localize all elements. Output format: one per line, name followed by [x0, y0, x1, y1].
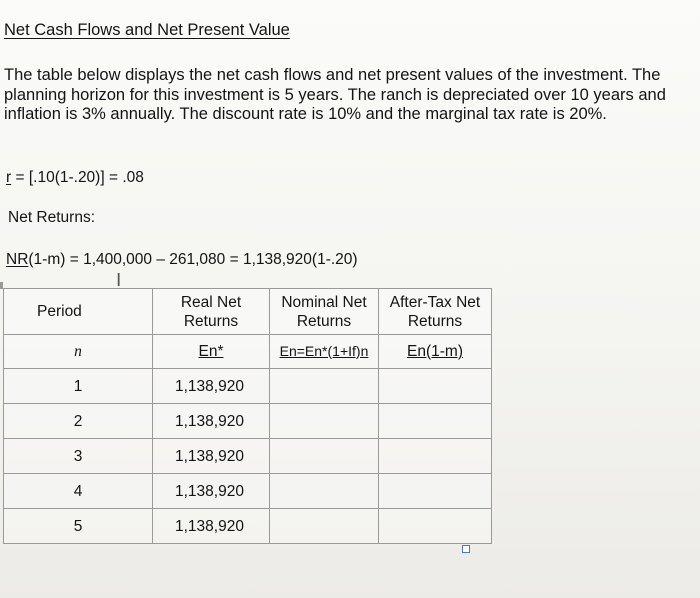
- nominal-returns-cell[interactable]: [270, 474, 379, 509]
- real-returns-cell[interactable]: 1,138,920: [153, 474, 270, 509]
- header-after-tax-net-returns-text: After-Tax Net Returns: [389, 293, 481, 330]
- table-row: [4, 369, 492, 404]
- nominal-returns-cell[interactable]: [270, 369, 379, 404]
- real-returns-cell[interactable]: 1,138,920: [153, 509, 270, 544]
- nominal-returns-cell[interactable]: [270, 404, 379, 439]
- period-cell[interactable]: 3: [4, 439, 153, 474]
- after-tax-returns-cell[interactable]: [379, 404, 492, 439]
- real-returns-cell[interactable]: 1,138,920: [153, 404, 270, 439]
- real-returns-cell[interactable]: 1,138,920: [153, 439, 270, 474]
- table-header-row: [4, 289, 492, 335]
- nr-formula-text: (1-m) = 1,400,000 – 261,080 = 1,138,920(1-.20): [28, 251, 358, 268]
- text-cursor-icon: I: [116, 270, 122, 291]
- after-tax-returns-cell[interactable]: [379, 509, 492, 544]
- table-row: [4, 474, 492, 509]
- intro-paragraph: The table below displays the net cash flows and net present values of the investment. The planning horizon for this investment is 5 years. The ranch is depreciated over 10 years and inflation is 3% annually. The discount rate is 10% and the marginal tax rate is 20%.: [4, 66, 666, 123]
- header-real-net-returns-text: Real Net Returns: [180, 293, 242, 330]
- nr-symbol: NR: [6, 251, 29, 268]
- period-cell[interactable]: 4: [4, 474, 153, 509]
- symbol-real: En*: [153, 335, 270, 369]
- discount-rate-formula: [6, 169, 144, 187]
- header-nominal-net-returns: [270, 289, 379, 335]
- symbol-n: n: [4, 335, 153, 369]
- r-formula-text: = [.10(1-.20)] = .08: [11, 169, 144, 186]
- period-cell[interactable]: 2: [4, 404, 153, 439]
- after-tax-returns-cell[interactable]: [379, 474, 492, 509]
- period-cell[interactable]: 5: [4, 509, 153, 544]
- page-title: Net Cash Flows and Net Present Value: [4, 21, 290, 39]
- net-returns-label: Net Returns:: [8, 209, 96, 226]
- header-after-tax-net-returns: [379, 289, 492, 335]
- symbol-nominal: En=En*(1+If)n: [270, 335, 379, 369]
- header-period: Period: [4, 289, 153, 335]
- nominal-returns-cell[interactable]: [270, 509, 379, 544]
- header-nominal-net-returns-text: Nominal Net Returns: [281, 293, 367, 330]
- real-returns-cell[interactable]: 1,138,920: [153, 369, 270, 404]
- nominal-returns-cell[interactable]: [270, 439, 379, 474]
- header-real-net-returns: [153, 289, 270, 335]
- after-tax-returns-cell[interactable]: [379, 369, 492, 404]
- table-row: [4, 509, 492, 544]
- table-resize-handle[interactable]: [462, 545, 470, 553]
- table-row: [4, 439, 492, 474]
- nr-formula: [6, 251, 358, 269]
- cash-flow-table: [3, 288, 492, 544]
- after-tax-returns-cell[interactable]: [379, 439, 492, 474]
- r-symbol: r: [6, 169, 12, 186]
- symbol-after-tax: En(1-m): [379, 335, 492, 369]
- symbol-row: [4, 335, 492, 369]
- table-row: [4, 404, 492, 439]
- period-cell[interactable]: 1: [4, 369, 153, 404]
